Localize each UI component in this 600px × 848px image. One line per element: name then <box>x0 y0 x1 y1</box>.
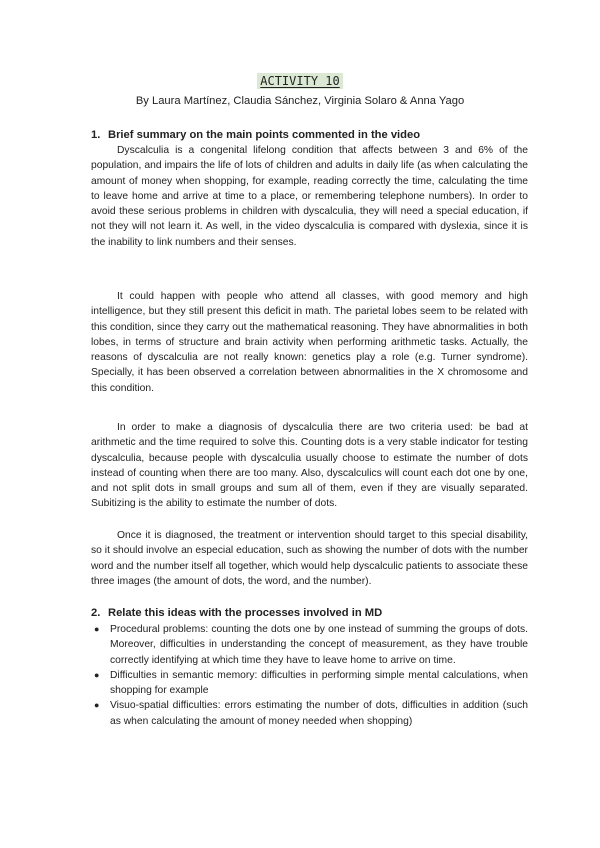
section-1-heading <box>91 128 528 143</box>
bullet-icon: ● <box>94 624 100 634</box>
section-1-heading-text: Brief summary on the main points commented in the video <box>108 129 421 141</box>
list-item <box>91 698 528 729</box>
paragraph-2-block <box>91 289 528 396</box>
section-1 <box>91 128 528 250</box>
section-2-heading <box>91 606 528 621</box>
paragraph-1: Dyscalculia is a congenital lifelong condition that affects between 3 and 6% of the population, and impairs the life of lots of children and adults in daily life (as when calculating the amount of money when shopping, for example, reading correctly the time, calculating the time to leave home and arrive at time to a place, or remembering telephone numbers). In order to avoid these serious problems in children with dyscalculia, they will need a special education, if not they will not learn it. As well, in the video dyscalculia is compared with dyslexia, since it is the inability to link numbers and their senses. <box>91 145 528 248</box>
document-title: ACTIVITY 10 <box>257 73 342 89</box>
section-2 <box>91 606 528 621</box>
list-item <box>91 668 528 699</box>
bullet-icon: ● <box>94 669 100 680</box>
paragraph-4: Once it is diagnosed, the treatment or intervention should target to this special disability, so it should involve an especial education, such as showing the number of dots with the number word and the number itself all together, which would help dyscalculic patients to associate these three images (the amount of dots, the word, and the number). <box>91 530 528 587</box>
paragraph-3-block <box>91 420 528 512</box>
bullet-text: Difficulties in semantic memory: difficulties in performing simple mental calculations, when shopping for example <box>110 669 528 697</box>
section-2-number: 2. <box>91 607 101 619</box>
section-2-bullet-list <box>91 622 528 729</box>
bullet-text: Visuo-spatial difficulties: errors estimating the number of dots, difficulties in addition (such as when calculating the amount of money needed when shopping) <box>110 700 528 727</box>
section-1-number: 1. <box>91 129 101 141</box>
bullet-text: Procedural problems: counting the dots one by one instead of summing the groups of dots. Moreover, difficulties in understanding the concept of measurement, as they have trouble correctly identifying at which time they have to leave home to arrive on time. <box>110 624 528 666</box>
section-2-heading-text: Relate this ideas with the processes involved in MD <box>108 607 383 619</box>
authors-line: By Laura Martínez, Claudia Sánchez, Virginia Solaro & Anna Yago <box>135 95 465 107</box>
list-item <box>91 622 528 668</box>
bullet-icon: ● <box>94 700 100 711</box>
title-container <box>0 72 600 90</box>
paragraph-3: In order to make a diagnosis of dyscalculia there are two criteria used: be bad at arithmetic and the time required to solve this. Counting dots is a very stable indicator for testing dyscalculia, because people with dyscalculia usually choose to estimate the number of dots instead of counting when there are too many. Also, dyscalculics will count each dot one by one, and not split dots in small groups and sum all of them, even if they are visually separated. Subitizing is the ability to estimate the number of dots. <box>91 422 528 510</box>
paragraph-2: It could happen with people who attend all classes, with good memory and high intelligence, but they still present this deficit in math. The parietal lobes seem to be related with this condition, since they carry out the mathematical reasoning. They have abnormalities in both lobes, in terms of structure and brain activity when performing arithmetic tasks. Actually, the reasons of dyscalculia are not really known: genetics play a role (e.g. Turner syndrome). Specially, it has been observed a correlation between abnormalities in the X chromosome and this condition. <box>91 291 528 394</box>
paragraph-4-block <box>91 528 528 589</box>
